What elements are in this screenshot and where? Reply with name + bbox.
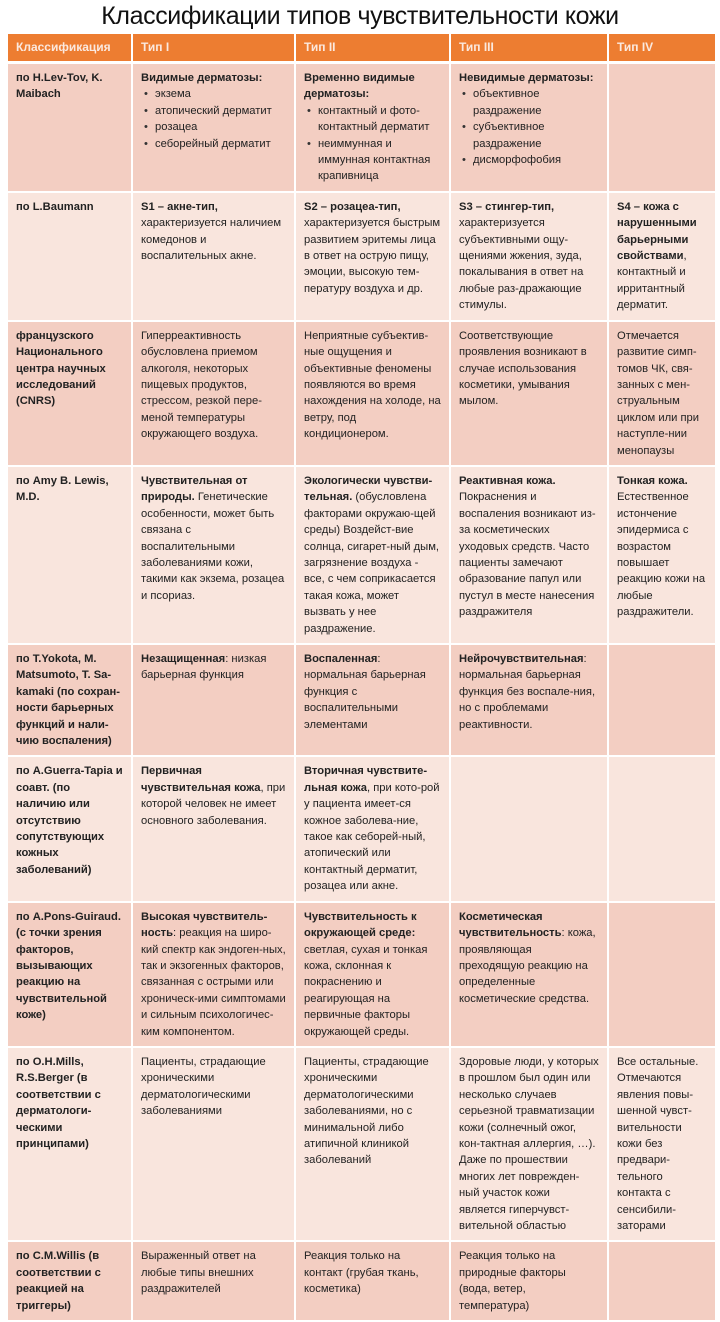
type-1-cell [132,466,295,644]
cell-body-text: характеризуется субъективными ощу-щениями жжения, зуда, покалывания в ответ на любые раз-дражающие стимулы. [459,217,584,312]
type-4-cell [608,63,715,192]
table-header-row [8,34,715,63]
type-1-cell [132,192,295,321]
bullet-item: • дисморфофобия [473,152,599,168]
cell-lead-text: Экологически чувстви-тельная. [304,474,433,504]
cell-body-text: , при кото-рой у пациента имеет-ся кожное заболева-ние, такое как себорей-ный, атопический или контактный дерматит, розацеа или акне. [304,781,440,893]
table-row [8,902,715,1047]
type-3-cell [450,63,608,192]
page-title: Классификации типов чувствительности кожи [101,2,619,30]
classification-table [8,34,715,1322]
cell-lead-text: Высокая чувствитель-ность [141,910,268,940]
header-type-2: Тип II [295,34,450,63]
cell-lead-text: Первичная чувствительная кожа [141,765,261,794]
type-3-cell [450,1047,608,1241]
table-row [8,321,715,466]
cell-lead-text: Косметическая чувствительность [459,910,562,940]
type-4-cell [608,466,715,644]
cell-lead-text: Чувствительная от природы. [141,474,248,504]
classification-cell: по Amy B. Lewis, M.D. [8,466,132,644]
type-1-cell [132,63,295,192]
cell-body-text: Генетические особенности, может быть связана с воспалительными заболеваниями кожи, такими как экзема, розацеа и псориаз. [141,491,285,602]
type-1-cell [132,756,295,901]
cell-lead-text: S2 – розацеа-тип, [304,200,401,213]
cell-body-text: Естественное истончение эпидермиса с возрастом повышает реакцию кожи на любые раздражители. [617,491,706,619]
cell-lead-text: Невидимые дерматозы: [459,72,594,84]
type-1-cell [132,321,295,466]
type-1-cell [132,902,295,1047]
header-type-4: Тип IV [608,34,715,63]
cell-lead-text: Нейрочувствительная [459,653,584,665]
type-4-cell [608,321,715,466]
bullet-item: • неиммунная и иммунная контактная крапивница [318,136,441,185]
cell-lead-text: Реактивная кожа. [459,474,556,487]
bullet-item: • розацеа [155,119,286,135]
cell-body-text: : реакция на широ-кий спектр как эндоген-ных, так и экзогенных факторов, связанная с острыми или хроническ-ими симптомами и сильным психологичес-ким компонентом. [141,927,286,1038]
cell-lead-text: S4 – кожа с нарушенными барьерными свойствами [617,200,697,263]
table-row [8,644,715,756]
type-3-cell [450,756,608,901]
cell-body-text: Здоровые люди, у которых в прошлом был один или несколько случаев серьезной травматизации кожи (солнечный ожог, кон-тактная аллергия, …). Даже по прошествии многих лет поврежден-ный участок кожи является гиперчувст-вительной областью [459,1055,599,1232]
classification-cell: по H.Lev-Tov, K. Maibach [8,63,132,192]
cell-body-text: : низкая барьерная функция [141,653,267,682]
bullet-list [141,86,286,152]
type-4-cell [608,756,715,901]
cell-lead-text: Воспаленная [304,653,378,665]
cell-lead-text: Чувствительность к окружающей среде: [304,910,417,940]
type-2-cell [295,756,450,901]
classification-cell: по A.Guerra-Tapia и соавт. (по наличию или отсутствию сопутствующих кожных заболеваний) [8,756,132,901]
table-row [8,63,715,192]
type-4-cell [608,1047,715,1241]
bullet-item: • объективное раздражение [473,86,599,119]
type-4-cell [608,902,715,1047]
type-2-cell [295,321,450,466]
cell-body-text: , контактный и ирритантный дерматит. [617,250,687,312]
classification-cell: по T.Yokota, M. Matsumoto, T. Sa-kamaki (по сохран-ности барьерных функций и нали-чию воспаления) [8,644,132,756]
cell-body-text: Отмечается развитие симп-томов ЧК, свя-занных с мен-струальным циклом или при наступле-нии менопаузы [617,329,700,457]
cell-body-text: , при которой человек не имеет основного заболевания. [141,781,286,827]
bullet-item: • атопический дерматит [155,103,286,119]
cell-lead-text: S1 – акне-тип, [141,200,218,213]
type-4-cell [608,1241,715,1321]
cell-body-text: характеризуется наличием комедонов и воспалительных акне. [141,217,282,263]
type-4-cell [608,192,715,321]
bullet-item: • субъективное раздражение [473,119,599,152]
type-3-cell [450,902,608,1047]
cell-body-text: Все остальные. Отмечаются явления повы-шенной чувст-вительности кожи без предвари-тельного контакта с сенсибили-заторами [617,1055,699,1232]
bullet-item: • контактный и фото-контактный дерматит [318,103,441,136]
cell-body-text: Реакция только на контакт (грубая ткань, косметика) [304,1250,419,1296]
cell-body-text: светлая, сухая и тонкая кожа, склонная к покраснению и реагирующая на первичные факторы окружающей среды. [304,943,428,1038]
cell-body-text: Неприятные субъектив-ные ощущения и объективные феномены появляются во время нахождения на холоде, на ветру, под кондиционером. [304,329,441,441]
type-1-cell [132,1241,295,1321]
type-3-cell [450,192,608,321]
table-row [8,1241,715,1321]
cell-body-text: Пациенты, страдающие хроническими дерматологическими заболеваниями, но с минимальной либо атипичной клиникой заболеваний [304,1055,429,1167]
type-3-cell [450,321,608,466]
bullet-list [459,86,599,168]
type-1-cell [132,644,295,756]
type-3-cell [450,466,608,644]
cell-body-text: : нормальная барьерная функция с воспалительными элементами [304,653,426,731]
cell-lead-text: Незащищенная [141,653,226,665]
cell-body-text: : нормальная барьерная функция без воспале-ния, но с проблемами реактивности. [459,653,596,731]
classification-cell: по A.Pons-Guiraud. (с точки зрения факторов, вызывающих реакцию на чувствительной коже) [8,902,132,1047]
classification-cell: французского Национального центра научных исследований (CNRS) [8,321,132,466]
cell-body-text: (обусловлена факторами окружаю-щей среды) Воздейст-вие солнца, сигарет-ный дым, загрязнение воздуха - все, с чем соприкасается такая кожа, может вызвать у нее раздражение. [304,491,440,635]
type-2-cell [295,1241,450,1321]
cell-lead-text: Тонкая кожа. [617,474,688,487]
cell-lead-text: S3 – стингер-тип, [459,200,555,213]
cell-body-text: Покраснения и воспаления возникают из-за косметических уходовых средств. Часто пациенты замечают образование папул или пустул в месте нанесения раздражителя [459,491,596,619]
type-2-cell [295,644,450,756]
table-row [8,192,715,321]
type-3-cell [450,1241,608,1321]
type-3-cell [450,644,608,756]
cell-lead-text: Вторичная чувствите-льная кожа [304,765,428,794]
cell-body-text: Выраженный ответ на любые типы внешних раздражителей [141,1250,256,1296]
cell-body-text: Пациенты, страдающие хроническими дерматологическими заболеваниями [141,1055,266,1118]
table-row [8,466,715,644]
type-2-cell [295,902,450,1047]
bullet-item: • себорейный дерматит [155,136,286,152]
table-row [8,756,715,901]
cell-lead-text: Временно видимые дерматозы: [304,72,415,101]
type-2-cell [295,1047,450,1241]
cell-body-text: Реакция только на природные факторы (вода, ветер, температура) [459,1250,566,1312]
type-2-cell [295,63,450,192]
bullet-item: • экзема [155,86,286,102]
classification-cell: по C.M.Willis (в соответствии с реакцией на триггеры) [8,1241,132,1321]
bullet-list [304,103,441,185]
cell-body-text: характеризуется быстрым развитием эритемы лица в ответ на острую пищу, эмоции, высокую тем-пературу воздуха и др. [304,217,441,295]
classification-cell: по O.H.Mills, R.S.Berger (в соответствии с дерматологи-ческими принципами) [8,1047,132,1241]
table-row [8,1047,715,1241]
cell-body-text: : кожа, проявляющая преходящую реакцию на определенные косметические средства. [459,927,596,1005]
cell-lead-text: Видимые дерматозы: [141,72,263,84]
header-classification: Классификация [8,34,132,63]
type-1-cell [132,1047,295,1241]
header-type-1: Тип I [132,34,295,63]
type-2-cell [295,466,450,644]
type-2-cell [295,192,450,321]
header-type-3: Тип III [450,34,608,63]
cell-body-text: Гиперреактивность обусловлена приемом алкоголя, некоторых пищевых продуктов, стрессом, резкой пере-меной температуры окружающего воздуха. [141,329,262,441]
cell-body-text: Соответствующие проявления возникают в случае использования косметики, умывания мылом. [459,329,587,408]
type-4-cell [608,644,715,756]
classification-cell: по L.Baumann [8,192,132,321]
